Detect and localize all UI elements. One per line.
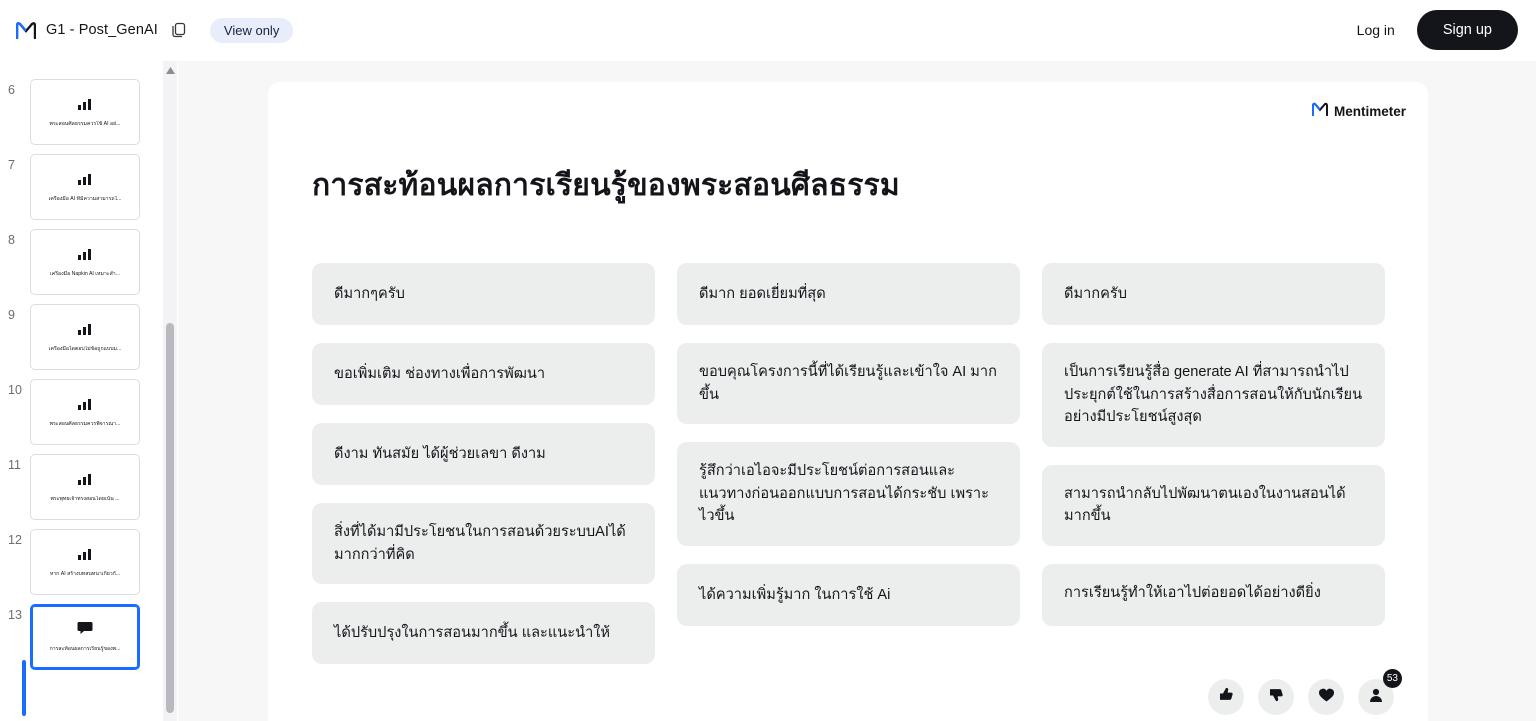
slide-thumbnail-label: พระสอนศีลธรรมควรพิจารณา... <box>49 420 121 427</box>
bar-chart-icon <box>77 547 93 565</box>
slide-number: 8 <box>8 233 15 247</box>
login-link[interactable]: Log in <box>1356 22 1395 38</box>
slide-thumbnail-row <box>0 604 160 670</box>
response-card: เป็นการเรียนรู้สื่อ generate AI ที่สามารถนำไปประยุกต์ใช้ในการสร้างสื่อการสอนให้กับนักเรียนอย่างมีประโยชน์สูงสุด <box>1042 343 1385 447</box>
view-only-badge: View only <box>210 18 293 43</box>
slide-thumbnail-row <box>0 154 160 220</box>
mentimeter-brand <box>1312 102 1406 121</box>
bar-chart-icon <box>77 397 93 415</box>
active-slide-indicator <box>22 660 26 716</box>
bar-chart-icon <box>77 322 93 340</box>
bar-chart-icon <box>77 97 93 115</box>
slide-thumbnail-9[interactable] <box>30 304 140 370</box>
response-card: สิ่งที่ได้มามีประโยชนในการสอนด้วยระบบAIได้มากกว่าที่คิด <box>312 503 655 584</box>
slide-thumbnail-11[interactable] <box>30 454 140 520</box>
slide-thumbnail-12[interactable] <box>30 529 140 595</box>
slide-number: 13 <box>8 608 22 622</box>
duplicate-icon[interactable] <box>170 21 188 39</box>
mentimeter-brand-label: Mentimeter <box>1333 104 1406 119</box>
reaction-bar <box>1208 673 1398 715</box>
slide-number: 12 <box>8 533 22 547</box>
slide-thumbnail-10[interactable] <box>30 379 140 445</box>
thumbs-down-button[interactable] <box>1258 679 1294 715</box>
slide-number: 10 <box>8 383 22 397</box>
response-card: ดีมากครับ <box>1042 263 1385 325</box>
speech-bubble-icon <box>77 621 93 640</box>
slide-thumbnail-7[interactable] <box>30 154 140 220</box>
slide-thumbnail-row <box>0 229 160 295</box>
mentimeter-brand-icon <box>1312 102 1328 121</box>
slide-thumbnail-label: พระพุทธเจ้าทรงสอนโดยเน้น ... <box>50 495 120 502</box>
response-card: ได้ความเพิ่มรู้มาก ในการใช้ Ai <box>677 564 1020 626</box>
slide-number: 9 <box>8 308 15 322</box>
slide-thumbnail-row <box>0 454 160 520</box>
thumbs-down-icon <box>1268 686 1285 708</box>
slide-thumbnail-label: พระสอนศีลธรรมควรใช้ AI อย่... <box>49 120 121 127</box>
slide-thumbnail-label: การสะท้อนผลการเรียนรู้ของพ... <box>49 646 121 653</box>
slide-thumbnail-label: หาก AI สร้างบทสนทนาเกี่ยวกั... <box>49 570 121 577</box>
response-card: ได้ปรับปรุงในการสอนมากขึ้น และแนะนำให้ <box>312 602 655 664</box>
response-card: รู้สึกว่าเอไอจะมีประโยชน์ต่อการสอนและแนวทางก่อนออกแบบการสอนได้กระชับ เพราะไวขึ้น <box>677 442 1020 546</box>
thumbs-up-button[interactable] <box>1208 679 1244 715</box>
slide-number: 6 <box>8 83 15 97</box>
scroll-up-arrow-icon[interactable] <box>165 63 176 74</box>
slide-thumbnail-row <box>0 529 160 595</box>
response-card: ดีมาก ยอดเยี่ยมที่สุด <box>677 263 1020 325</box>
slide-canvas <box>268 82 1428 721</box>
thumbs-up-icon <box>1218 686 1235 708</box>
response-card: ดีงาม ทันสมัย ได้ผู้ช่วยเลขา ดีงาม <box>312 423 655 485</box>
slide-number: 7 <box>8 158 15 172</box>
heart-button[interactable] <box>1308 679 1344 715</box>
document-title: G1 - Post_GenAI <box>46 22 158 38</box>
response-card: สามารถนำกลับไปพัฒนาตนเองในงานสอนได้มากขึ้น <box>1042 465 1385 546</box>
response-column <box>1042 263 1385 664</box>
slide-number: 11 <box>8 458 21 472</box>
bar-chart-icon <box>77 172 93 190</box>
slide-thumbnail-label: เครื่องมือ Napkin AI เหมาะสำ... <box>49 270 120 277</box>
rail-scrollbar[interactable] <box>163 61 177 721</box>
response-card: ขอบคุณโครงการนี้ที่ได้เรียนรู้และเข้าใจ AI มากขึ้น <box>677 343 1020 424</box>
top-bar-left <box>0 18 293 43</box>
response-card: ดีมากๆครับ <box>312 263 655 325</box>
slide-thumbnail-6[interactable] <box>30 79 140 145</box>
participants-count-badge: 53 <box>1383 669 1402 688</box>
slide-thumbnail-rail <box>0 61 178 721</box>
top-bar-right <box>1357 10 1536 50</box>
signup-button[interactable]: Sign up <box>1417 10 1518 50</box>
participants-icon <box>1368 687 1384 708</box>
slide-thumbnail-row <box>0 379 160 445</box>
slide-thumbnail-row <box>0 304 160 370</box>
participants-button[interactable] <box>1358 673 1398 715</box>
response-column <box>312 263 655 664</box>
bar-chart-icon <box>77 472 93 490</box>
response-card: การเรียนรู้ทำให้เอาไปต่อยอดได้อย่างดียิ่ง <box>1042 564 1385 626</box>
bar-chart-icon <box>77 247 93 265</box>
slide-title: การสะท้อนผลการเรียนรู้ของพระสอนศีลธรรม <box>312 169 900 202</box>
mentimeter-logo-icon <box>16 21 36 39</box>
heart-icon <box>1318 687 1335 708</box>
slide-thumbnail-label: เครื่องมือใดตอบไม่ข้อถูกแบบม... <box>48 345 122 352</box>
response-column <box>677 263 1020 664</box>
slide-thumbnail-8[interactable] <box>30 229 140 295</box>
slide-thumbnail-row <box>0 79 160 145</box>
slide-thumbnail-13[interactable] <box>30 604 140 670</box>
top-bar <box>0 0 1536 61</box>
response-columns <box>312 263 1387 664</box>
slide-thumbnail-label: เครื่องมือ AI ที่มีความสามารถใ... <box>48 195 122 202</box>
rail-scrollbar-thumb[interactable] <box>166 323 174 713</box>
slide-list <box>0 61 160 721</box>
response-card: ขอเพิ่มเติม ช่องทางเพื่อการพัฒนา <box>312 343 655 405</box>
